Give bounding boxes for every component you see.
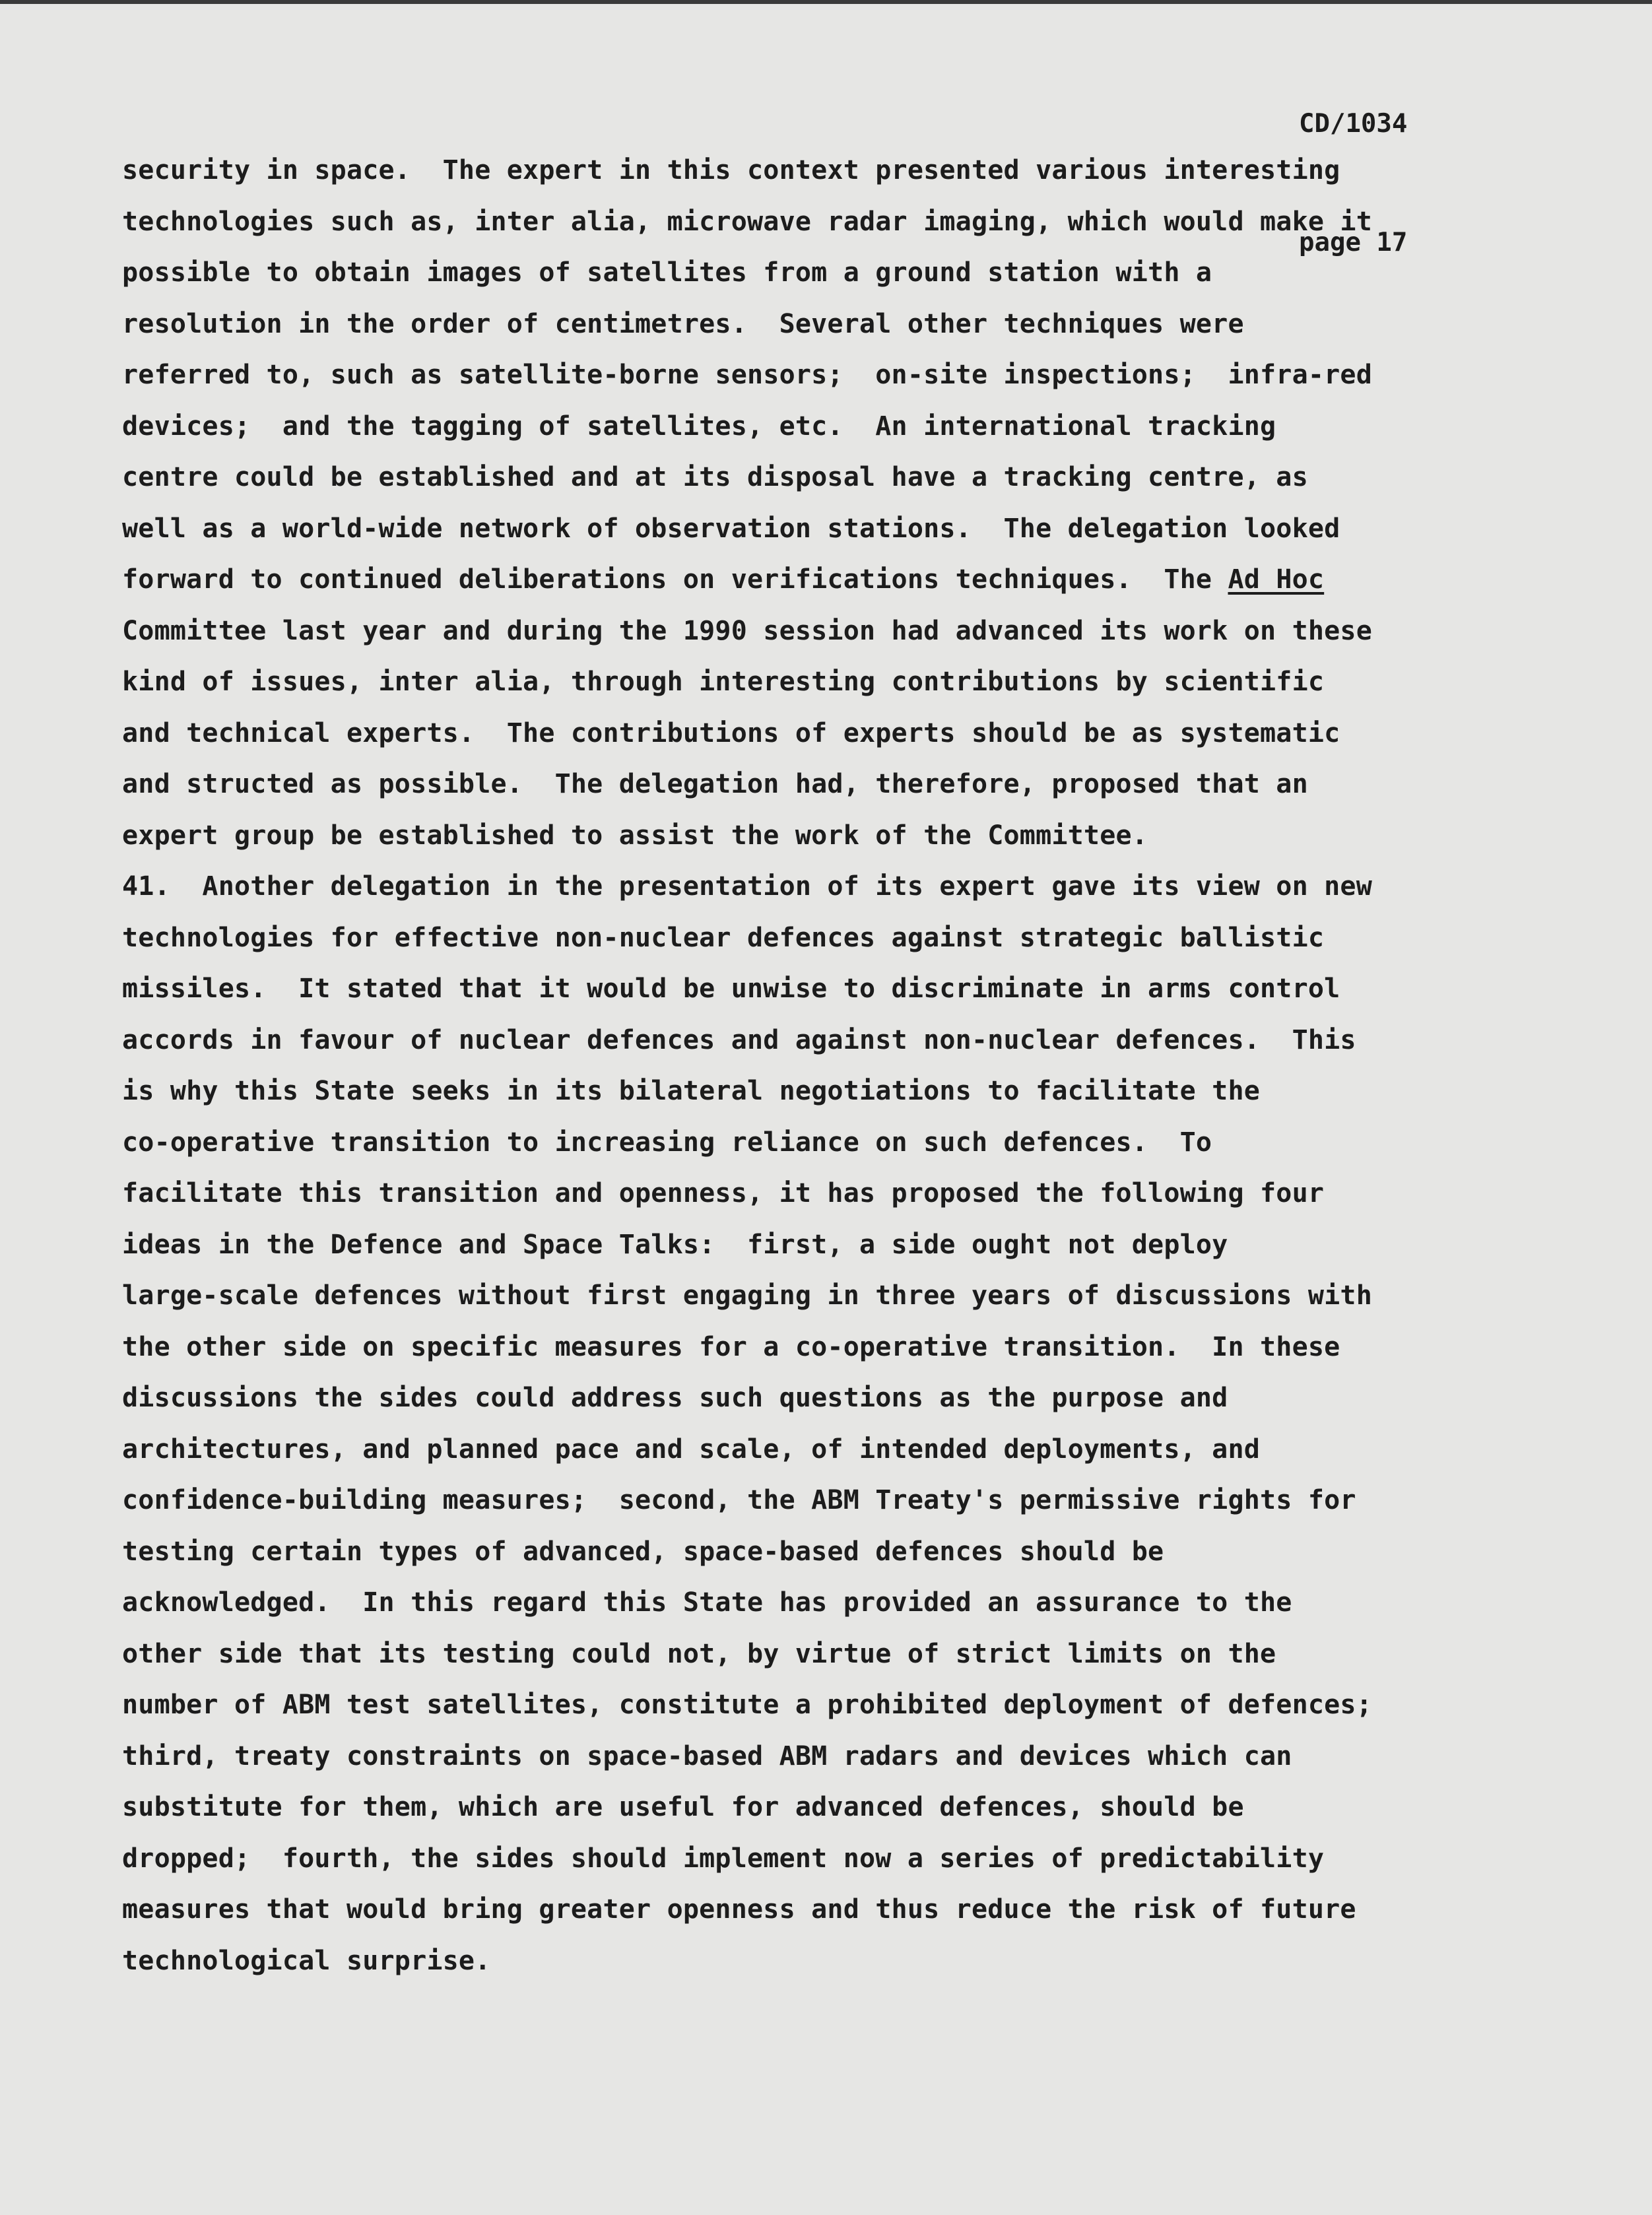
text-line: and technical experts. The contributions of experts should be as systematic bbox=[122, 717, 1340, 748]
text-line: expert group be established to assist the work of the Committee. bbox=[122, 820, 1148, 851]
text-line: accords in favour of nuclear defences and against non-nuclear defences. This bbox=[122, 1024, 1356, 1055]
text-line: architectures, and planned pace and scale, of intended deployments, and bbox=[122, 1434, 1261, 1465]
text-line: other side that its testing could not, by virtue of strict limits on the bbox=[122, 1638, 1276, 1669]
text-line: well as a world-wide network of observation stations. The delegation looked bbox=[122, 513, 1340, 544]
text-line-start: forward to continued deliberations on verifications techniques. The bbox=[122, 564, 1228, 595]
ad-hoc-underlined: Ad Hoc bbox=[1228, 564, 1325, 595]
text-line: resolution in the order of centimetres. Several other techniques were bbox=[122, 308, 1244, 339]
text-line: possible to obtain images of satellites from a ground station with a bbox=[122, 257, 1212, 288]
text-line: confidence-building measures; second, the ABM Treaty's permissive rights for bbox=[122, 1485, 1356, 1515]
text-line: referred to, such as satellite-borne sensors; on-site inspections; infra-red bbox=[122, 360, 1372, 390]
text-line: facilitate this transition and openness, it has proposed the following four bbox=[122, 1178, 1325, 1208]
page-number: page 17 bbox=[1299, 228, 1408, 257]
text-line: centre could be established and at its disposal have a tracking centre, as bbox=[122, 462, 1308, 492]
text-line: ideas in the Defence and Space Talks: first, a side ought not deploy bbox=[122, 1229, 1228, 1260]
top-rule bbox=[0, 0, 1652, 4]
text-line bbox=[122, 554, 1535, 606]
text-line: security in space. The expert in this context presented various interesting bbox=[122, 155, 1340, 185]
text-line: testing certain types of advanced, space-based defences should be bbox=[122, 1536, 1164, 1567]
text-line: discussions the sides could address such questions as the purpose and bbox=[122, 1383, 1228, 1413]
paragraph-41-start: 41. Another delegation in the presentation of its expert gave its view on new bbox=[122, 871, 1372, 902]
text-line: technologies for effective non-nuclear defences against strategic ballistic bbox=[122, 922, 1325, 953]
text-line: co-operative transition to increasing reliance on such defences. To bbox=[122, 1127, 1212, 1158]
text-line: devices; and the tagging of satellites, etc. An international tracking bbox=[122, 411, 1276, 442]
text-line: large-scale defences without first engaging in three years of discussions with bbox=[122, 1280, 1372, 1311]
text-line: is why this State seeks in its bilateral negotiations to facilitate the bbox=[122, 1076, 1261, 1106]
text-line: acknowledged. In this regard this State has provided an assurance to the bbox=[122, 1587, 1292, 1618]
text-line: third, treaty constraints on space-based ABM radars and devices which can bbox=[122, 1740, 1292, 1771]
text-line: dropped; fourth, the sides should implement now a series of predictability bbox=[122, 1843, 1325, 1874]
text-line: Committee last year and during the 1990 session had advanced its work on these bbox=[122, 615, 1372, 646]
text-line: the other side on specific measures for a co-operative transition. In these bbox=[122, 1331, 1340, 1362]
text-line: number of ABM test satellites, constitute a prohibited deployment of defences; bbox=[122, 1690, 1372, 1720]
text-line: technological surprise. bbox=[122, 1945, 491, 1976]
text-line: technologies such as, inter alia, microwave radar imaging, which would make it bbox=[122, 206, 1372, 237]
text-line: substitute for them, which are useful for advanced defences, should be bbox=[122, 1792, 1244, 1822]
document-number: CD/1034 bbox=[1299, 109, 1408, 139]
text-line: missiles. It stated that it would be unwise to discriminate in arms control bbox=[122, 974, 1340, 1004]
body-text bbox=[122, 145, 1535, 1987]
text-line: measures that would bring greater openness and thus reduce the risk of future bbox=[122, 1894, 1356, 1925]
text-line: and structed as possible. The delegation had, therefore, proposed that an bbox=[122, 769, 1308, 799]
text-line: kind of issues, inter alia, through interesting contributions by scientific bbox=[122, 667, 1325, 697]
